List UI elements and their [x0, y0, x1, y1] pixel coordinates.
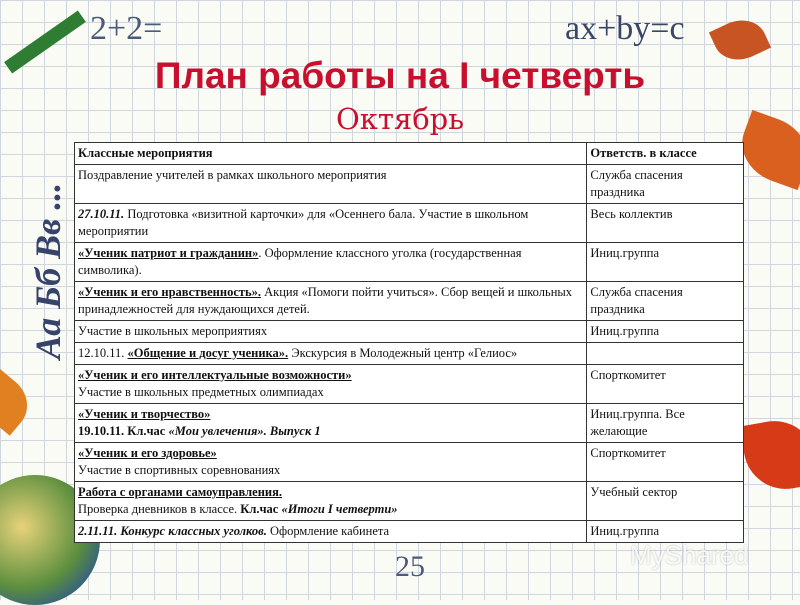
- event-text: Акция «Помоги пойти учиться». Сбор вещей и школьных принадлежностей для нуждающихся детей.: [78, 285, 573, 316]
- event-cell: [75, 404, 587, 443]
- event-cell: [75, 521, 587, 543]
- event-text: 12.10.11.: [78, 346, 128, 360]
- responsible-cell: Иниц.группа. Все желающие: [587, 404, 744, 443]
- decor-formula-bottom: 25: [395, 550, 425, 583]
- event-text: «Ученик и творчество»: [78, 407, 211, 421]
- event-text: «Мои увлечения». Выпуск 1: [168, 424, 321, 438]
- responsible-cell: Иниц.группа: [587, 321, 744, 343]
- event-cell: [75, 321, 587, 343]
- table-row: [75, 482, 744, 521]
- event-cell: [75, 204, 587, 243]
- table-header-row: [75, 143, 744, 165]
- event-text: 19.10.11. Кл.час: [78, 424, 169, 438]
- responsible-cell: Служба спасения праздника: [587, 165, 744, 204]
- column-header-events: Классные мероприятия: [75, 143, 587, 165]
- table-row: [75, 204, 744, 243]
- table-row: [75, 365, 744, 404]
- event-text: Участие в школьных мероприятиях: [78, 324, 268, 338]
- responsible-cell: Служба спасения праздника: [587, 282, 744, 321]
- table-row: [75, 443, 744, 482]
- decor-formula-left: 2+2=: [90, 10, 163, 47]
- event-text: Участие в школьных предметных олимпиадах: [78, 385, 324, 399]
- event-cell: [75, 165, 587, 204]
- responsible-cell: Иниц.группа: [587, 521, 744, 543]
- event-cell: [75, 343, 587, 365]
- table-row: [75, 343, 744, 365]
- event-text: Оформление кабинета: [266, 524, 390, 538]
- decor-formula-right: ax+by=c: [565, 10, 685, 47]
- responsible-cell: Спорткомитет: [587, 365, 744, 404]
- event-cell: [75, 282, 587, 321]
- event-text: «Итоги I четверти»: [281, 502, 398, 516]
- table-row: [75, 404, 744, 443]
- event-text: 2.11.11. Конкурс классных уголков.: [78, 524, 267, 538]
- table-row: [75, 321, 744, 343]
- event-cell: [75, 365, 587, 404]
- event-text: «Ученик и его нравственность».: [78, 285, 261, 299]
- table-row: [75, 243, 744, 282]
- event-text: Участие в спортивных соревнованиях: [78, 463, 281, 477]
- responsible-cell: Иниц.группа: [587, 243, 744, 282]
- event-text: . Оформление классного уголка (государственная символика).: [78, 246, 522, 277]
- event-text: «Ученик и его здоровье»: [78, 446, 217, 460]
- event-cell: [75, 243, 587, 282]
- event-text: Работа с органами самоуправления.: [78, 485, 282, 499]
- event-text: Поздравление учителей в рамках школьного мероприятия: [78, 168, 387, 182]
- responsible-cell: Учебный сектор: [587, 482, 744, 521]
- event-text: «Ученик патриот и гражданин»: [78, 246, 259, 260]
- responsible-cell: Весь коллектив: [587, 204, 744, 243]
- watermark-logo: MyShared: [630, 540, 749, 570]
- column-header-responsible: Ответств. в классе: [587, 143, 744, 165]
- event-cell: [75, 443, 587, 482]
- event-text: Подготовка «визитной карточки» для «Осеннего бала. Участие в школьном мероприятии: [78, 207, 529, 238]
- event-text: Экскурсия в Молодежный центр «Гелиос»: [288, 346, 518, 360]
- table-row: [75, 165, 744, 204]
- decor-alphabet: Аа Бб Вв ...: [28, 182, 69, 360]
- table-body: [75, 165, 744, 543]
- page-subtitle: Октябрь: [335, 102, 465, 136]
- event-cell: [75, 482, 587, 521]
- event-text: 27.10.11.: [78, 207, 125, 221]
- table-row: [75, 282, 744, 321]
- responsible-cell: [587, 343, 744, 365]
- event-text: Проверка дневников в классе.: [78, 502, 241, 516]
- event-text: «Общение и досуг ученика».: [127, 346, 289, 360]
- event-text: «Ученик и его интеллектуальные возможности»: [78, 368, 352, 382]
- responsible-cell: Спорткомитет: [587, 443, 744, 482]
- plan-table: [74, 142, 744, 543]
- event-text: Кл.час: [240, 502, 282, 516]
- page-title: План работы на I четверть: [154, 55, 646, 96]
